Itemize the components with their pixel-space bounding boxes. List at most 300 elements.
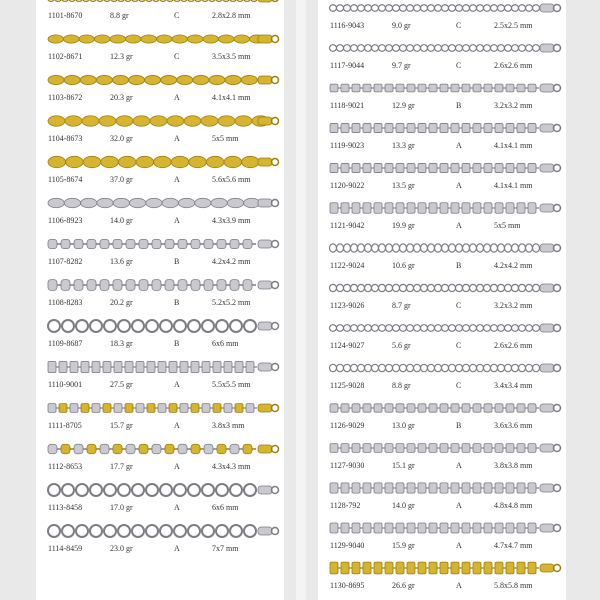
chain-link bbox=[385, 84, 393, 92]
clasp-ring bbox=[272, 36, 279, 43]
chain-link bbox=[352, 404, 360, 412]
chain-link bbox=[451, 523, 459, 533]
chain-link bbox=[352, 444, 360, 453]
page-gutter bbox=[296, 0, 306, 600]
chain-link bbox=[462, 84, 470, 92]
chain-link bbox=[484, 5, 491, 12]
chain-link bbox=[181, 0, 188, 1]
item-size: 3.5x3.5 mm bbox=[212, 52, 251, 61]
item-code: 1101-8670 bbox=[48, 11, 83, 20]
clasp-ring bbox=[554, 285, 561, 292]
chain-link bbox=[244, 198, 260, 207]
chain-link bbox=[218, 116, 235, 127]
item-size: 4.7x4.7 mm bbox=[494, 541, 533, 550]
chain-link bbox=[160, 320, 172, 332]
chain-link bbox=[484, 84, 492, 92]
chain-image bbox=[40, 72, 280, 88]
chain-link bbox=[158, 361, 166, 372]
chain-link bbox=[344, 284, 351, 291]
chain-link bbox=[104, 525, 116, 537]
chain-link bbox=[519, 5, 526, 12]
chain-link bbox=[473, 483, 481, 493]
item-size: 7x7 mm bbox=[212, 544, 239, 553]
chain-link bbox=[528, 444, 536, 453]
item-spec-row bbox=[318, 101, 566, 113]
chain-link bbox=[428, 5, 435, 12]
chain-link bbox=[167, 116, 184, 127]
chain-link bbox=[251, 0, 258, 1]
chain-link bbox=[484, 244, 491, 252]
chain-link bbox=[174, 320, 186, 332]
item-code: 1118-9021 bbox=[330, 101, 365, 110]
chain-link bbox=[216, 525, 228, 537]
chain-link bbox=[429, 444, 437, 453]
item-grade: A bbox=[174, 175, 180, 184]
chain-link bbox=[421, 284, 428, 291]
chain-link bbox=[341, 203, 349, 214]
chain-image bbox=[322, 480, 562, 496]
item-grade: C bbox=[174, 11, 180, 20]
item-grade: A bbox=[174, 134, 180, 143]
chain-link bbox=[442, 284, 449, 291]
chain-link bbox=[139, 239, 148, 248]
chain-link bbox=[365, 45, 372, 52]
chain-link bbox=[440, 203, 448, 214]
item-grade: A bbox=[174, 421, 180, 430]
chain-link bbox=[440, 404, 448, 412]
chain-link bbox=[491, 5, 498, 12]
chain-link bbox=[517, 523, 525, 533]
chain-link bbox=[418, 84, 426, 92]
chain-link bbox=[477, 325, 484, 332]
item-weight: 26.6 gr bbox=[392, 581, 415, 590]
chain-link bbox=[341, 404, 349, 412]
chain-link bbox=[470, 284, 477, 291]
chain-link bbox=[512, 45, 519, 52]
chain-link bbox=[528, 203, 536, 214]
chain-link bbox=[116, 116, 133, 127]
chain-link bbox=[456, 325, 463, 332]
item-spec-row bbox=[36, 380, 284, 392]
clasp-ring bbox=[272, 0, 279, 2]
chain-link bbox=[365, 284, 372, 291]
chain-link bbox=[174, 0, 181, 1]
chain-link bbox=[429, 523, 437, 533]
chain-link bbox=[429, 562, 437, 574]
chain-link bbox=[379, 5, 386, 12]
catalog-item bbox=[318, 120, 566, 165]
clasp bbox=[540, 364, 554, 372]
chain-link bbox=[81, 361, 89, 372]
item-grade: A bbox=[456, 501, 462, 510]
chain-link bbox=[132, 525, 144, 537]
item-size: 6x6 mm bbox=[212, 503, 239, 512]
chain-link bbox=[351, 5, 358, 12]
chain-link bbox=[136, 156, 154, 167]
chain-link bbox=[517, 483, 525, 493]
chain-link bbox=[393, 244, 400, 252]
chain-link bbox=[418, 523, 426, 533]
chain-link bbox=[112, 75, 128, 84]
chain-link bbox=[82, 116, 99, 127]
chain-link bbox=[177, 75, 193, 84]
chain-link bbox=[421, 325, 428, 332]
chain-link bbox=[241, 75, 257, 84]
chain-link bbox=[62, 0, 69, 1]
chain-link bbox=[385, 203, 393, 214]
clasp-ring bbox=[272, 118, 279, 125]
clasp bbox=[258, 322, 272, 330]
chain-link bbox=[230, 444, 239, 453]
clasp-ring bbox=[272, 364, 279, 371]
chain-link bbox=[139, 444, 148, 453]
chain-link bbox=[330, 284, 337, 291]
chain-link bbox=[442, 325, 449, 332]
chain-link bbox=[440, 163, 448, 172]
chain-link bbox=[407, 163, 415, 172]
chain-image bbox=[322, 240, 562, 256]
chain-link bbox=[246, 404, 254, 413]
item-weight: 8.8 gr bbox=[110, 11, 129, 20]
chain-link bbox=[463, 45, 470, 52]
chain-link bbox=[393, 284, 400, 291]
chain-link bbox=[533, 284, 540, 291]
chain-image bbox=[322, 320, 562, 336]
item-weight: 15.7 gr bbox=[110, 421, 133, 430]
item-size: 6x6 mm bbox=[212, 339, 239, 348]
chain-link bbox=[352, 163, 360, 172]
chain-link bbox=[506, 562, 514, 574]
chain-image bbox=[322, 40, 562, 56]
chain-link bbox=[92, 404, 100, 413]
chain-link bbox=[64, 75, 80, 84]
chain-link bbox=[449, 364, 456, 371]
chain-image bbox=[40, 482, 280, 498]
chain-link bbox=[178, 280, 187, 291]
chain-link bbox=[477, 45, 484, 52]
chain-link bbox=[352, 84, 360, 92]
chain-link bbox=[209, 0, 216, 1]
chain-link bbox=[234, 35, 250, 43]
chain-link bbox=[330, 5, 337, 12]
chain-link bbox=[351, 284, 358, 291]
chain-link bbox=[429, 123, 437, 132]
clasp-ring bbox=[272, 446, 279, 453]
chain-link bbox=[519, 325, 526, 332]
item-grade: C bbox=[174, 52, 180, 61]
chain-link bbox=[407, 325, 414, 332]
chain-link bbox=[528, 163, 536, 172]
chain-link bbox=[62, 320, 74, 332]
chain-link bbox=[165, 444, 174, 453]
clasp-ring bbox=[272, 487, 279, 494]
chain-link bbox=[363, 562, 371, 574]
chain-link bbox=[533, 244, 540, 252]
chain-link bbox=[97, 198, 113, 207]
chain-link bbox=[55, 0, 62, 1]
chain-link bbox=[407, 523, 415, 533]
chain-link bbox=[407, 203, 415, 214]
chain-link bbox=[76, 525, 88, 537]
chain-link bbox=[174, 484, 186, 496]
chain-link bbox=[533, 5, 540, 12]
chain-link bbox=[230, 0, 237, 1]
clasp bbox=[258, 281, 272, 289]
item-size: 3.6x3.6 mm bbox=[494, 421, 533, 430]
chain-link bbox=[506, 84, 514, 92]
chain-link bbox=[393, 45, 400, 52]
item-weight: 15.1 gr bbox=[392, 461, 415, 470]
chain-link bbox=[385, 163, 393, 172]
clasp bbox=[540, 404, 554, 412]
chain-link bbox=[230, 320, 242, 332]
chain-link bbox=[330, 244, 337, 252]
chain-link bbox=[147, 404, 155, 413]
chain-image bbox=[322, 400, 562, 416]
chain-image bbox=[40, 0, 280, 6]
chain-link bbox=[435, 244, 442, 252]
catalog-item bbox=[36, 195, 284, 240]
clasp bbox=[540, 4, 554, 12]
chain-link bbox=[81, 404, 89, 413]
chain-link bbox=[385, 523, 393, 533]
chain-link bbox=[407, 84, 415, 92]
chain-link bbox=[477, 284, 484, 291]
chain-link bbox=[230, 280, 239, 291]
chain-link bbox=[407, 404, 415, 412]
item-grade: C bbox=[456, 61, 462, 70]
chain-link bbox=[363, 163, 371, 172]
chain-link bbox=[451, 203, 459, 214]
chain-link bbox=[505, 5, 512, 12]
chain-link bbox=[202, 484, 214, 496]
item-grade: B bbox=[456, 101, 462, 110]
chain-link bbox=[456, 45, 463, 52]
chain-link bbox=[337, 364, 344, 371]
chain-link bbox=[145, 75, 161, 84]
chain-link bbox=[48, 239, 57, 248]
chain-link bbox=[358, 45, 365, 52]
chain-link bbox=[48, 444, 57, 453]
chain-link bbox=[48, 0, 55, 1]
chain-link bbox=[48, 361, 56, 372]
catalog-item bbox=[36, 523, 284, 568]
chain-link bbox=[344, 364, 351, 371]
item-spec-row bbox=[36, 175, 284, 187]
clasp-ring bbox=[272, 282, 279, 289]
chain-link bbox=[407, 123, 415, 132]
clasp-ring bbox=[554, 485, 561, 492]
chain-link bbox=[188, 0, 195, 1]
chain-link bbox=[110, 35, 126, 43]
chain-link bbox=[512, 325, 519, 332]
chain-link bbox=[243, 280, 252, 291]
item-size: 3.2x3.2 mm bbox=[494, 301, 533, 310]
chain-link bbox=[150, 116, 167, 127]
item-size: 5.5x5.5 mm bbox=[212, 380, 251, 389]
chain-link bbox=[352, 523, 360, 533]
chain-link bbox=[48, 35, 64, 43]
chain-link bbox=[235, 116, 252, 127]
chain-link bbox=[90, 484, 102, 496]
chain-link bbox=[442, 364, 449, 371]
item-code: 1124-9027 bbox=[330, 341, 365, 350]
chain-link bbox=[330, 523, 338, 533]
item-code: 1129-9040 bbox=[330, 541, 365, 550]
chain-link bbox=[393, 5, 400, 12]
chain-link bbox=[113, 239, 122, 248]
chain-link bbox=[528, 523, 536, 533]
chain-image bbox=[322, 520, 562, 536]
chain-link bbox=[396, 404, 404, 412]
chain-link bbox=[414, 284, 421, 291]
chain-link bbox=[337, 325, 344, 332]
chain-link bbox=[407, 5, 414, 12]
chain-link bbox=[506, 163, 514, 172]
chain-link bbox=[473, 444, 481, 453]
chain-link bbox=[209, 75, 225, 84]
chain-link bbox=[477, 5, 484, 12]
chain-link bbox=[385, 562, 393, 574]
clasp bbox=[540, 484, 554, 492]
chain-link bbox=[125, 404, 133, 413]
chain-link bbox=[495, 562, 503, 574]
item-spec-row bbox=[318, 541, 566, 553]
chain-image bbox=[40, 195, 280, 211]
clasp bbox=[258, 117, 272, 125]
chain-link bbox=[344, 244, 351, 252]
chain-link bbox=[517, 203, 525, 214]
chain-link bbox=[341, 84, 349, 92]
chain-link bbox=[365, 5, 372, 12]
chain-link bbox=[517, 163, 525, 172]
chain-link bbox=[202, 404, 210, 413]
chain-link bbox=[374, 123, 382, 132]
chain-link bbox=[216, 484, 228, 496]
chain-link bbox=[491, 364, 498, 371]
chain-link bbox=[191, 239, 200, 248]
chain-link bbox=[386, 284, 393, 291]
chain-link bbox=[512, 284, 519, 291]
item-size: 4.2x4.2 mm bbox=[494, 261, 533, 270]
chain-link bbox=[473, 203, 481, 214]
item-weight: 10.6 gr bbox=[392, 261, 415, 270]
chain-link bbox=[201, 116, 218, 127]
chain-link bbox=[495, 84, 503, 92]
chain-link bbox=[451, 562, 459, 574]
item-spec-row bbox=[318, 381, 566, 393]
chain-link bbox=[344, 325, 351, 332]
catalog-item bbox=[36, 154, 284, 199]
chain-link bbox=[519, 45, 526, 52]
item-weight: 14.0 gr bbox=[392, 501, 415, 510]
chain-link bbox=[526, 244, 533, 252]
item-weight: 13.3 gr bbox=[392, 141, 415, 150]
chain-link bbox=[484, 45, 491, 52]
chain-link bbox=[74, 239, 83, 248]
item-spec-row bbox=[36, 298, 284, 310]
chain-link bbox=[484, 483, 492, 493]
clasp-ring bbox=[272, 200, 279, 207]
chain-link bbox=[330, 364, 337, 371]
chain-link bbox=[449, 284, 456, 291]
chain-link bbox=[363, 483, 371, 493]
chain-link bbox=[473, 562, 481, 574]
chain-link bbox=[351, 244, 358, 252]
chain-link bbox=[374, 523, 382, 533]
chain-link bbox=[62, 525, 74, 537]
chain-link bbox=[484, 364, 491, 371]
chain-link bbox=[118, 156, 136, 167]
chain-link bbox=[160, 0, 167, 1]
chain-link bbox=[365, 244, 372, 252]
item-weight: 17.7 gr bbox=[110, 462, 133, 471]
clasp-ring bbox=[554, 45, 561, 52]
item-code: 1120-9022 bbox=[330, 181, 365, 190]
chain-link bbox=[495, 523, 503, 533]
clasp-ring bbox=[272, 241, 279, 248]
item-spec-row bbox=[318, 261, 566, 273]
chain-link bbox=[189, 156, 207, 167]
chain-link bbox=[204, 239, 213, 248]
chain-link bbox=[407, 284, 414, 291]
chain-link bbox=[79, 35, 95, 43]
chain-image bbox=[40, 113, 280, 129]
item-weight: 9.7 gr bbox=[392, 61, 411, 70]
item-grade: B bbox=[174, 298, 180, 307]
item-size: 3.4x3.4 mm bbox=[494, 381, 533, 390]
chain-link bbox=[178, 444, 187, 453]
chain-image bbox=[322, 120, 562, 136]
chain-link bbox=[495, 123, 503, 132]
chain-link bbox=[526, 5, 533, 12]
chain-link bbox=[224, 361, 232, 372]
catalog-item bbox=[36, 400, 284, 445]
catalog-item bbox=[318, 320, 566, 365]
chain-link bbox=[146, 484, 158, 496]
clasp bbox=[540, 244, 554, 252]
chain-link bbox=[379, 244, 386, 252]
item-size: 4.1x4.1 mm bbox=[212, 93, 251, 102]
chain-link bbox=[66, 156, 84, 167]
chain-link bbox=[48, 280, 57, 291]
chain-link bbox=[435, 45, 442, 52]
item-grade: B bbox=[456, 261, 462, 270]
chain-link bbox=[126, 239, 135, 248]
chain-link bbox=[498, 325, 505, 332]
chain-link bbox=[449, 45, 456, 52]
catalog-item bbox=[36, 482, 284, 527]
chain-link bbox=[341, 523, 349, 533]
chain-link bbox=[136, 361, 144, 372]
item-code: 1106-8923 bbox=[48, 216, 83, 225]
item-weight: 13.5 gr bbox=[392, 181, 415, 190]
item-code: 1114-8459 bbox=[48, 544, 83, 553]
catalog-item bbox=[36, 359, 284, 404]
chain-link bbox=[358, 244, 365, 252]
chain-link bbox=[76, 320, 88, 332]
clasp bbox=[540, 324, 554, 332]
clasp-ring bbox=[554, 565, 561, 572]
chain-link bbox=[100, 444, 109, 453]
chain-link bbox=[216, 320, 228, 332]
clasp bbox=[540, 124, 554, 132]
clasp bbox=[258, 158, 272, 166]
chain-link bbox=[407, 45, 414, 52]
chain-link bbox=[442, 45, 449, 52]
chain-link bbox=[341, 483, 349, 493]
chain-link bbox=[484, 123, 492, 132]
